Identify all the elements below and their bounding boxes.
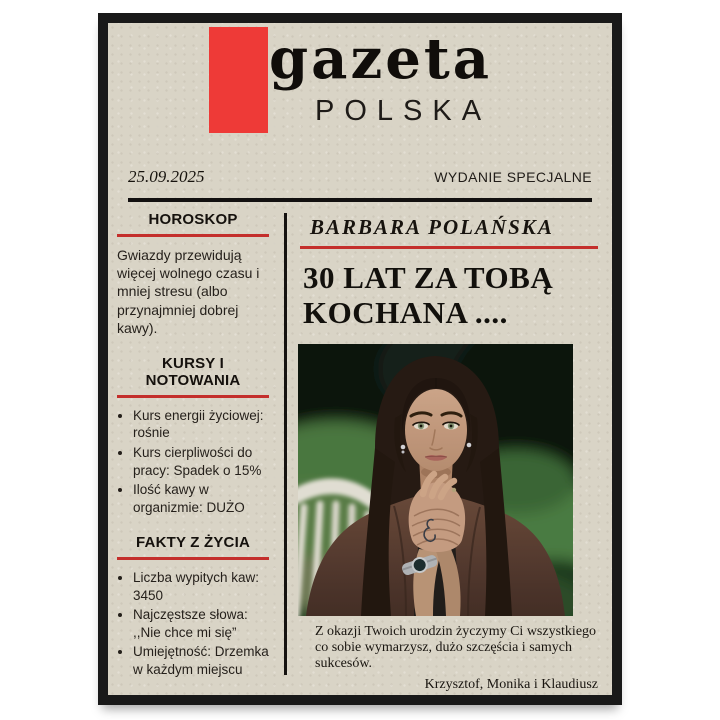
edition-label: WYDANIE SPECJALNE <box>434 169 592 185</box>
section-heading-kursy: KURSY I NOTOWANIA <box>145 354 241 389</box>
masthead-rule <box>128 198 592 202</box>
article-column <box>298 215 600 693</box>
list-item: • Ilość kawy w organizmie: DUŻO <box>133 481 269 516</box>
portrait-photo-illustration <box>298 344 573 616</box>
headline-line: KOCHANA .... <box>303 294 508 330</box>
masthead-red-block <box>209 27 268 133</box>
newspaper-title: gazeta <box>269 26 493 92</box>
article-headline <box>303 261 600 330</box>
list-item: • Liczba wypitych kaw: 3450 <box>133 569 269 604</box>
section-heading-horoskop: HOROSKOP <box>148 211 238 228</box>
section-rule <box>117 395 269 398</box>
newspaper-front-page <box>108 23 612 695</box>
dateline <box>128 167 592 187</box>
article-kicker: BARBARA POLAŃSKA <box>310 215 554 239</box>
horoscope-text: Gwiazdy przewidują więcej wolnego czasu i mniej stresu (albo przynajmniej dobrej kawy). <box>117 247 260 336</box>
kicker-rule <box>300 246 598 249</box>
poster-frame <box>98 13 622 705</box>
sidebar-column <box>117 207 269 681</box>
section-rule <box>117 557 269 560</box>
section-heading-fakty: FAKTY Z ŻYCIA <box>136 534 250 552</box>
fakty-list <box>117 569 269 678</box>
list-item: • Najczęstsze słowa: ,,Nie chce mi się” <box>133 606 269 641</box>
section-horoskop <box>117 211 269 337</box>
list-item: • Kurs energii życiowej: rośnie <box>133 407 269 442</box>
section-fakty <box>117 534 269 678</box>
section-rule <box>117 234 269 237</box>
headline-line: 30 LAT ZA TOBĄ <box>303 260 554 296</box>
issue-date: 25.09.2025 <box>128 167 205 186</box>
list-item: • Kurs cierpliwości do pracy: Spadek o 15% <box>133 444 269 479</box>
kursy-list <box>117 407 269 516</box>
column-divider <box>284 213 287 675</box>
newspaper-subtitle: POLSKA <box>315 95 492 127</box>
article-signature: Krzysztof, Monika i Klaudiusz <box>424 676 598 692</box>
section-kursy <box>117 355 269 516</box>
article-caption: Z okazji Twoich urodzin życzymy Ci wszystkiego co sobie wymarzysz, dużo szczęścia i samych sukcesów. <box>315 623 597 671</box>
portrait-photo <box>298 344 573 616</box>
list-item: • Umiejętność: Drzemka w każdym miejscu <box>133 643 269 678</box>
